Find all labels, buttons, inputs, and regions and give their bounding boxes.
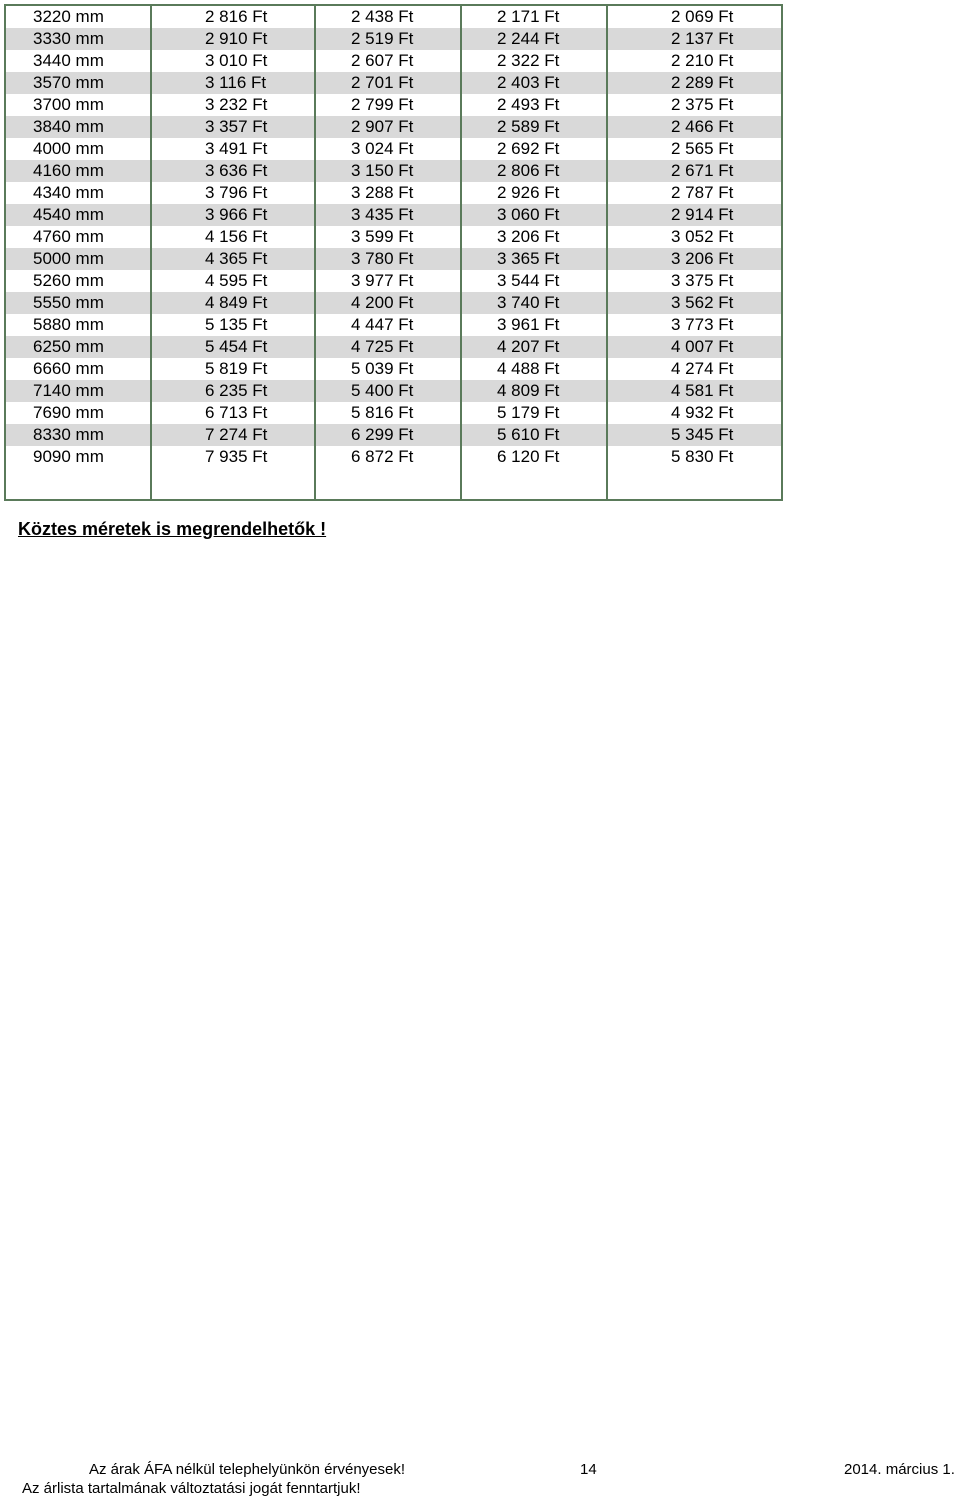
price-cell-4: 4 007 Ft bbox=[607, 336, 782, 358]
table-row bbox=[5, 424, 782, 446]
size-cell: 8330 mm bbox=[5, 424, 151, 446]
table-row bbox=[5, 160, 782, 182]
footer-vat-notice: Az árak ÁFA nélkül telephelyünkön érvényesek! bbox=[89, 1461, 406, 1478]
size-cell: 3700 mm bbox=[5, 94, 151, 116]
price-cell-4: 3 052 Ft bbox=[607, 226, 782, 248]
price-cell-3: 2 244 Ft bbox=[461, 28, 607, 50]
price-cell-1: 3 232 Ft bbox=[151, 94, 315, 116]
size-cell: 5880 mm bbox=[5, 314, 151, 336]
price-cell-2: 4 200 Ft bbox=[315, 292, 461, 314]
price-cell-3: 2 403 Ft bbox=[461, 72, 607, 94]
price-cell-1: 6 235 Ft bbox=[151, 380, 315, 402]
price-cell-1: 6 713 Ft bbox=[151, 402, 315, 424]
price-cell-3: 2 171 Ft bbox=[461, 5, 607, 28]
price-cell-4: 3 206 Ft bbox=[607, 248, 782, 270]
price-cell-4: 2 375 Ft bbox=[607, 94, 782, 116]
size-cell: 5260 mm bbox=[5, 270, 151, 292]
price-cell-1: 7 935 Ft bbox=[151, 446, 315, 468]
table-row bbox=[5, 28, 782, 50]
table-row bbox=[5, 226, 782, 248]
price-cell-1: 5 454 Ft bbox=[151, 336, 315, 358]
table-row bbox=[5, 402, 782, 424]
table-row bbox=[5, 5, 782, 28]
price-cell-3: 4 488 Ft bbox=[461, 358, 607, 380]
price-cell-2: 6 299 Ft bbox=[315, 424, 461, 446]
price-cell-4: 2 914 Ft bbox=[607, 204, 782, 226]
price-cell-4: 3 773 Ft bbox=[607, 314, 782, 336]
table-row bbox=[5, 138, 782, 160]
price-cell-3: 3 740 Ft bbox=[461, 292, 607, 314]
table-row bbox=[5, 270, 782, 292]
price-cell-2: 2 799 Ft bbox=[315, 94, 461, 116]
price-cell-3: 3 206 Ft bbox=[461, 226, 607, 248]
size-cell: 6250 mm bbox=[5, 336, 151, 358]
table-row bbox=[5, 336, 782, 358]
table-row bbox=[5, 248, 782, 270]
price-cell-1: 4 365 Ft bbox=[151, 248, 315, 270]
empty-cell bbox=[607, 468, 782, 500]
size-cell: 7140 mm bbox=[5, 380, 151, 402]
size-cell: 4000 mm bbox=[5, 138, 151, 160]
price-cell-3: 6 120 Ft bbox=[461, 446, 607, 468]
empty-cell bbox=[461, 468, 607, 500]
price-cell-4: 4 581 Ft bbox=[607, 380, 782, 402]
price-cell-2: 3 288 Ft bbox=[315, 182, 461, 204]
price-cell-1: 4 156 Ft bbox=[151, 226, 315, 248]
table-row bbox=[5, 446, 782, 468]
price-cell-3: 3 365 Ft bbox=[461, 248, 607, 270]
price-cell-4: 4 932 Ft bbox=[607, 402, 782, 424]
table-row bbox=[5, 116, 782, 138]
price-cell-1: 3 010 Ft bbox=[151, 50, 315, 72]
price-cell-1: 4 849 Ft bbox=[151, 292, 315, 314]
price-cell-3: 2 692 Ft bbox=[461, 138, 607, 160]
price-cell-2: 3 024 Ft bbox=[315, 138, 461, 160]
price-cell-3: 4 207 Ft bbox=[461, 336, 607, 358]
size-cell: 9090 mm bbox=[5, 446, 151, 468]
price-cell-4: 2 137 Ft bbox=[607, 28, 782, 50]
price-cell-4: 4 274 Ft bbox=[607, 358, 782, 380]
price-cell-1: 3 116 Ft bbox=[151, 72, 315, 94]
table-row bbox=[5, 380, 782, 402]
table-row bbox=[5, 314, 782, 336]
price-cell-4: 3 375 Ft bbox=[607, 270, 782, 292]
table-row bbox=[5, 292, 782, 314]
size-cell: 5000 mm bbox=[5, 248, 151, 270]
price-cell-3: 3 060 Ft bbox=[461, 204, 607, 226]
size-cell: 6660 mm bbox=[5, 358, 151, 380]
price-cell-1: 5 819 Ft bbox=[151, 358, 315, 380]
price-cell-4: 2 565 Ft bbox=[607, 138, 782, 160]
price-cell-3: 2 806 Ft bbox=[461, 160, 607, 182]
price-cell-4: 5 830 Ft bbox=[607, 446, 782, 468]
price-table bbox=[4, 4, 783, 501]
footer-date: 2014. március 1. bbox=[844, 1461, 955, 1478]
price-cell-3: 2 589 Ft bbox=[461, 116, 607, 138]
price-cell-2: 3 435 Ft bbox=[315, 204, 461, 226]
footer-rights-notice: Az árlista tartalmának változtatási jogát fenntartjuk! bbox=[22, 1480, 361, 1497]
price-cell-2: 2 907 Ft bbox=[315, 116, 461, 138]
price-cell-4: 2 787 Ft bbox=[607, 182, 782, 204]
price-cell-3: 3 544 Ft bbox=[461, 270, 607, 292]
empty-cell bbox=[5, 468, 151, 500]
price-cell-4: 2 069 Ft bbox=[607, 5, 782, 28]
price-cell-2: 3 599 Ft bbox=[315, 226, 461, 248]
table-row bbox=[5, 358, 782, 380]
footer-page-number: 14 bbox=[580, 1461, 597, 1478]
price-cell-4: 5 345 Ft bbox=[607, 424, 782, 446]
table-row bbox=[5, 94, 782, 116]
price-cell-1: 2 816 Ft bbox=[151, 5, 315, 28]
table-row bbox=[5, 72, 782, 94]
price-cell-4: 2 210 Ft bbox=[607, 50, 782, 72]
price-cell-2: 2 701 Ft bbox=[315, 72, 461, 94]
price-cell-2: 3 780 Ft bbox=[315, 248, 461, 270]
table-spacer-row bbox=[5, 468, 782, 500]
price-cell-4: 2 289 Ft bbox=[607, 72, 782, 94]
size-cell: 4160 mm bbox=[5, 160, 151, 182]
price-cell-3: 5 610 Ft bbox=[461, 424, 607, 446]
table-row bbox=[5, 182, 782, 204]
size-cell: 5550 mm bbox=[5, 292, 151, 314]
price-cell-2: 5 039 Ft bbox=[315, 358, 461, 380]
price-cell-1: 3 966 Ft bbox=[151, 204, 315, 226]
price-cell-1: 3 636 Ft bbox=[151, 160, 315, 182]
price-cell-1: 3 491 Ft bbox=[151, 138, 315, 160]
price-cell-3: 2 493 Ft bbox=[461, 94, 607, 116]
price-cell-1: 7 274 Ft bbox=[151, 424, 315, 446]
price-cell-3: 3 961 Ft bbox=[461, 314, 607, 336]
size-cell: 4540 mm bbox=[5, 204, 151, 226]
price-cell-2: 3 150 Ft bbox=[315, 160, 461, 182]
table-row bbox=[5, 50, 782, 72]
price-cell-2: 4 725 Ft bbox=[315, 336, 461, 358]
price-cell-4: 2 671 Ft bbox=[607, 160, 782, 182]
price-cell-2: 6 872 Ft bbox=[315, 446, 461, 468]
price-cell-1: 4 595 Ft bbox=[151, 270, 315, 292]
size-cell: 4340 mm bbox=[5, 182, 151, 204]
price-cell-2: 2 519 Ft bbox=[315, 28, 461, 50]
price-cell-4: 2 466 Ft bbox=[607, 116, 782, 138]
size-cell: 3570 mm bbox=[5, 72, 151, 94]
size-cell: 7690 mm bbox=[5, 402, 151, 424]
size-cell: 4760 mm bbox=[5, 226, 151, 248]
price-cell-3: 2 926 Ft bbox=[461, 182, 607, 204]
price-cell-3: 4 809 Ft bbox=[461, 380, 607, 402]
price-cell-2: 5 400 Ft bbox=[315, 380, 461, 402]
price-cell-2: 4 447 Ft bbox=[315, 314, 461, 336]
price-cell-2: 3 977 Ft bbox=[315, 270, 461, 292]
price-cell-2: 5 816 Ft bbox=[315, 402, 461, 424]
empty-cell bbox=[151, 468, 315, 500]
price-cell-2: 2 438 Ft bbox=[315, 5, 461, 28]
price-cell-1: 2 910 Ft bbox=[151, 28, 315, 50]
table-row bbox=[5, 204, 782, 226]
size-cell: 3330 mm bbox=[5, 28, 151, 50]
price-cell-1: 5 135 Ft bbox=[151, 314, 315, 336]
empty-cell bbox=[315, 468, 461, 500]
size-cell: 3840 mm bbox=[5, 116, 151, 138]
price-cell-3: 5 179 Ft bbox=[461, 402, 607, 424]
price-table-body bbox=[5, 5, 782, 500]
price-cell-3: 2 322 Ft bbox=[461, 50, 607, 72]
price-cell-1: 3 357 Ft bbox=[151, 116, 315, 138]
size-cell: 3440 mm bbox=[5, 50, 151, 72]
price-cell-1: 3 796 Ft bbox=[151, 182, 315, 204]
price-cell-4: 3 562 Ft bbox=[607, 292, 782, 314]
price-cell-2: 2 607 Ft bbox=[315, 50, 461, 72]
size-cell: 3220 mm bbox=[5, 5, 151, 28]
note-text: Köztes méretek is megrendelhetők ! bbox=[18, 519, 327, 539]
